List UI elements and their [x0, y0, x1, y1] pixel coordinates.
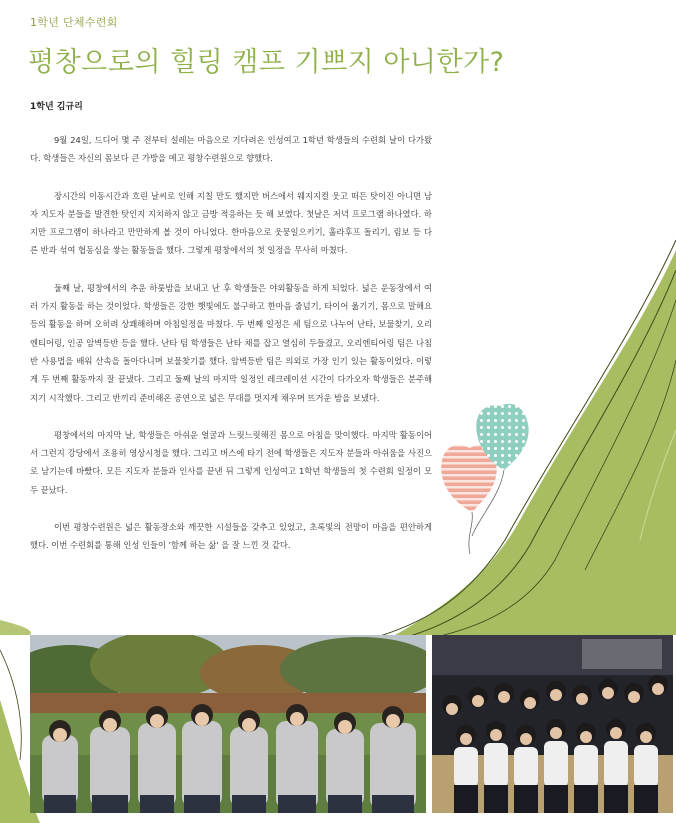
outdoor-group-photo-image — [30, 635, 426, 813]
paragraph-3: 둘째 날, 평창에서의 추운 하룻밤을 보내고 난 후 학생들은 야외활동을 하게 되었다. 넓은 운동장에서 여러 가지 활동을 하는 것이었다. 학생들은 강한 햇빛에도 불구하고 한마음 줄넘기, 타이어 옮기기, 몸으로 말해요 등의 활동을 하며 오히려 상쾌해하며 아침일정을 마쳤다. 두 번째 일정은 세 팀으로 나누어 난타, 보물찾기, 오리엔티어링, 인공 암벽등반 등을 했다. 난타 팀 학생들은 난타 채를 잡고 열심히 두들겼고, 오리엔티어링 팀은 나침반 사용법을 배워 산속을 돌아다니며 보물찾기를 했다. 암벽등반 팀은 의외로 가장 인기 있는 활동이었다. 이렇게 두 번째 활동까지 잘 끝냈다. 그리고 둘째 날의 마지막 일정인 레크레이션 시간이 다가오자 학생들은 분주해지기 시작했다. 그리고 반끼리 준비해온 공연으로 넓은 무대를 멋지게 채우며 뜨거운 밤을 보냈다. — [30, 282, 432, 403]
paragraph-4: 평창에서의 마지막 날, 학생들은 아쉬운 얼굴과 느릿느릿해진 몸으로 아침을 맞이했다. 마지막 활동이어서 그런지 강당에서 조용히 영상시청을 했다. 그리고 버스에 타기 전에 학생들은 지도자 분들과 아쉬움을 사진으로 남기는데 바빴다. 모든 지도자 분들과 인사를 끝낸 뒤 그렇게 인성여고 1학년 학생들의 첫 수련회 일정이 모두 끝났다. — [30, 429, 432, 495]
outdoor-group-photo — [30, 635, 426, 813]
article-title: 평창으로의 힐링 캠프 기쁘지 아니한가? — [28, 47, 505, 78]
category-label: 1학년 단체수련회 — [30, 16, 118, 29]
article-body — [30, 131, 432, 574]
stage-group-photo-image — [432, 635, 673, 813]
balloons-illustration — [436, 396, 536, 556]
stage-group-photo — [432, 635, 673, 813]
author-byline: 1학년 김규리 — [30, 102, 83, 112]
paragraph-5: 이번 평창수련원은 넓은 활동장소와 깨끗한 시설들을 갖추고 있었고, 초록빛의 전망이 마음을 편안하게 했다. 이번 수련회를 통해 인성 인들이 '함께 하는 삶' 을 잘 느낀 것 같다. — [30, 522, 432, 551]
paragraph-2: 장시간의 이동시간과 흐린 날씨로 인해 지칠 만도 했지만 버스에서 웨지지컬 웃고 떠든 탓이진 아니면 남자 지도자 분들을 발견한 탓인지 지치하지 않고 금방 적응하는 듯 해 보였다. 첫날은 저녁 프로그램 하나였다. 하지만 프로그램이 하나라고 만만하게 볼 것이 아니었다. 한마음으로 웃뭉일으키기, 훌라후프 돌리기, 림보 등 다른 반과 섞여 협동심을 쌓는 활동들을 했다. 그렇게 평창에서의 첫 일정을 무사히 마쳤다. — [30, 190, 432, 256]
paragraph-1: 9월 24일, 드디어 몇 주 전부터 설레는 마음으로 기다려온 인성여고 1학년 학생들의 수련회 날이 다가왔다. 학생들은 자신의 몸보다 큰 가방을 메고 평창수련원으로 향했다. — [30, 135, 432, 164]
